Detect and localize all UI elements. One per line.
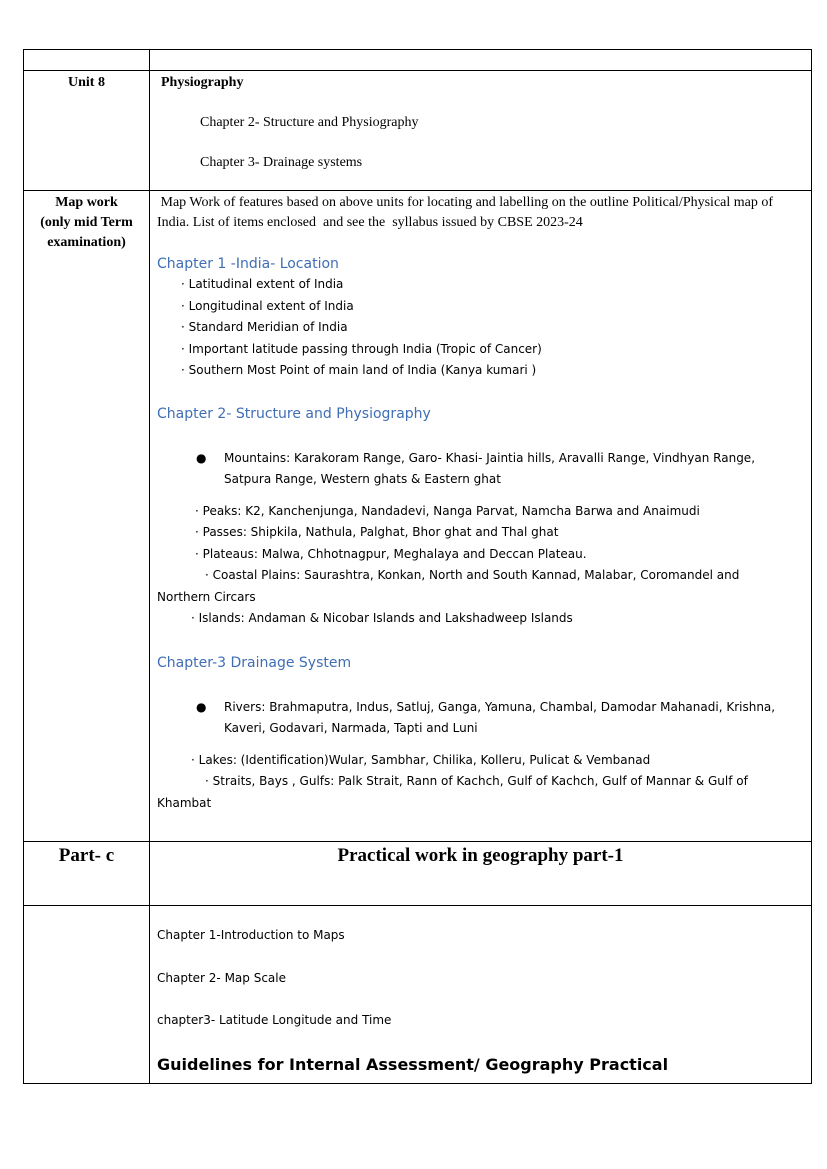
chapter1-list xyxy=(181,274,811,382)
list-item: · Plateaus: Malwa, Chhotnagpur, Meghalaya and Deccan Plateau. xyxy=(195,546,587,561)
table-cell xyxy=(24,191,150,842)
chapter-line: Chapter 3- Drainage systems xyxy=(200,155,363,170)
mapwork-label-line: (only mid Term xyxy=(40,215,133,230)
table-cell xyxy=(24,71,150,191)
practical-chapter: chapter3- Latitude Longitude and Time xyxy=(157,1013,392,1027)
list-item: · Passes: Shipkila, Nathula, Palghat, Bhor ghat and Thal ghat xyxy=(195,525,559,539)
mapwork-label xyxy=(24,191,149,253)
guidelines-heading: Guidelines for Internal Assessment/ Geography Practical xyxy=(157,1055,669,1074)
syllabus-table xyxy=(23,49,812,1084)
table-cell xyxy=(150,50,812,71)
coastal-plains-text: · Coastal Plains: Saurashtra, Konkan, North and South Kannad, Malabar, Coromandel and Northern Circars xyxy=(157,568,740,604)
chapter2-heading: Chapter 2- Structure and Physiography xyxy=(157,405,431,422)
list-item: · Southern Most Point of main land of India (Kanya kumari ) xyxy=(181,363,537,377)
mapwork-intro: Map Work of features based on above units for locating and labelling on the outline Political/Physical map of India. List of items enclosed and see the syllabus issued by CBSE 2023-24 xyxy=(157,195,777,230)
bullet-icon: ● xyxy=(196,699,207,714)
table-row-unit8 xyxy=(24,71,812,191)
table-cell xyxy=(150,906,812,1084)
practical-chapter: Chapter 2- Map Scale xyxy=(157,971,286,985)
chapter1-heading: Chapter 1 -India- Location xyxy=(157,256,339,272)
table-cell xyxy=(24,842,150,906)
table-cell xyxy=(150,71,812,191)
islands-text: · Islands: Andaman & Nicobar Islands and Lakshadweep Islands xyxy=(191,611,573,625)
table-row-practical xyxy=(24,906,812,1084)
chapter-line: Chapter 2- Structure and Physiography xyxy=(200,115,419,130)
list-item xyxy=(196,448,799,491)
mapwork-label-line: Map work xyxy=(55,195,118,210)
partc-title: Practical work in geography part-1 xyxy=(337,845,624,866)
partc-label: Part- c xyxy=(58,845,115,866)
bullet-icon: ● xyxy=(196,450,207,465)
practical-chapter: Chapter 1-Introduction to Maps xyxy=(157,928,345,942)
table-cell xyxy=(24,906,150,1084)
mapwork-label-line: examination) xyxy=(47,235,126,250)
table-row-mapwork xyxy=(24,191,812,842)
list-item: · Latitudinal extent of India xyxy=(181,277,344,291)
table-cell xyxy=(150,191,812,842)
unit-title: Physiography xyxy=(161,75,244,90)
list-item: · Peaks: K2, Kanchenjunga, Nandadevi, Nanga Parvat, Namcha Barwa and Anaimudi xyxy=(195,503,700,518)
list-item: · Important latitude passing through India (Tropic of Cancer) xyxy=(181,341,542,356)
chapter3-heading: Chapter-3 Drainage System xyxy=(157,654,352,671)
table-row xyxy=(24,50,812,71)
lakes-text: · Lakes: (Identification)Wular, Sambhar, Chilika, Kolleru, Pulicat & Vembanad xyxy=(191,752,651,767)
table-cell xyxy=(150,842,812,906)
chapter2-list xyxy=(195,501,811,566)
list-item: · Longitudinal extent of India xyxy=(181,298,354,313)
table-cell xyxy=(24,50,150,71)
rivers-text: Rivers: Brahmaputra, Indus, Satluj, Ganga, Yamuna, Chambal, Damodar Mahanadi, Krishna, Kaveri, Godavari, Narmada, Tapti and Luni xyxy=(224,699,776,735)
table-row-partc xyxy=(24,842,812,906)
list-item xyxy=(196,697,799,740)
unit-label: Unit 8 xyxy=(68,75,105,90)
straits-text: · Straits, Bays , Gulfs: Palk Strait, Rann of Kachch, Gulf of Kachch, Gulf of Mannar & Gulf of Khambat xyxy=(157,774,748,810)
mountains-text: Mountains: Karakoram Range, Garo- Khasi- Jaintia hills, Aravalli Range, Vindhyan Range, Satpura Range, Western ghats & Eastern ghat xyxy=(224,450,756,486)
list-item: · Standard Meridian of India xyxy=(181,320,348,334)
